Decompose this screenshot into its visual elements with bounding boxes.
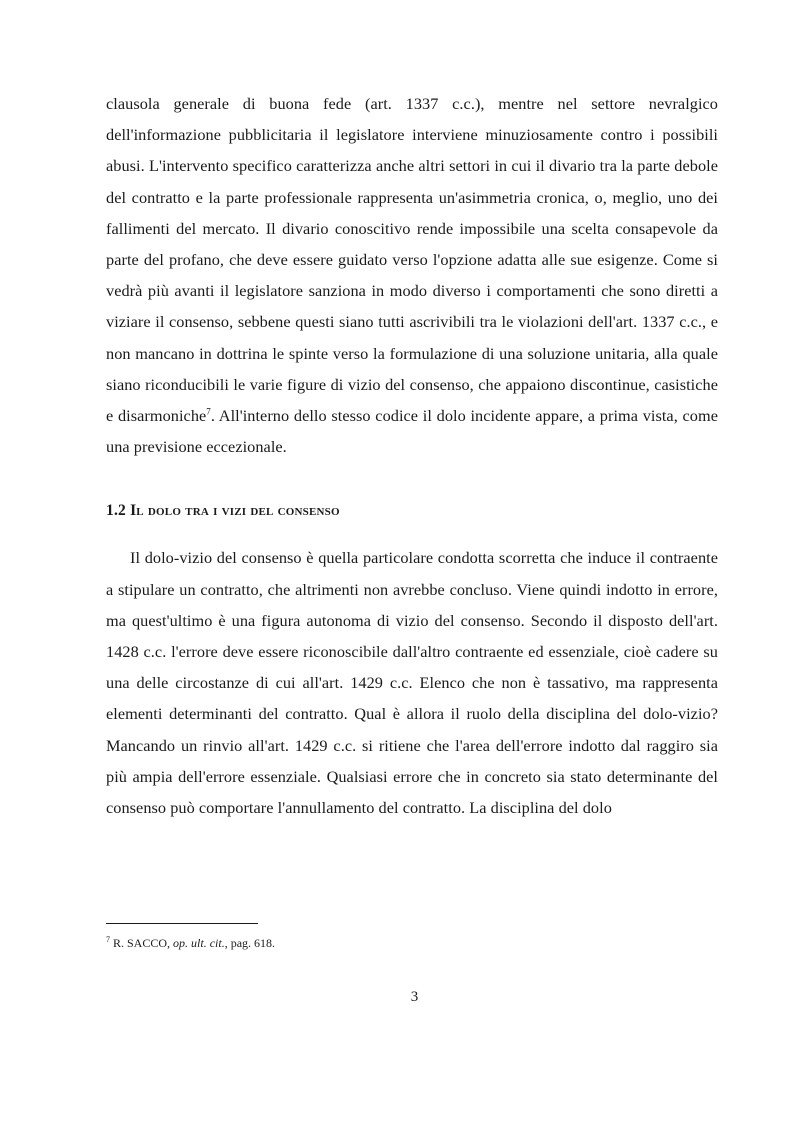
footnote-divider — [106, 923, 258, 924]
paragraph-2: Il dolo-vizio del consenso è quella particolare condotta scorretta che induce il contraente a stipulare un contratto, che altrimenti non avrebbe concluso. Viene quindi indotto in errore, ma quest'ultimo è una figura autonoma di vizio del consenso. Secondo il disposto dell'art. 1428 c.c. l'errore deve essere riconoscibile dall'altro contraente ed essenziale, cioè cadere su una delle circostanze di cui all'art. 1429 c.c. Elenco che non è tassativo, ma rappresenta elementi determinanti del contratto. Qual è allora il ruolo della disciplina del dolo-vizio? Mancando un rinvio all'art. 1429 c.c. si ritiene che l'area dell'errore indotto dal raggiro sia più ampia dell'errore essenziale. Qualsiasi errore che in concreto sia stato determinante del consenso può comportare l'annullamento del contratto. La disciplina del dolo — [106, 548, 718, 818]
section-number: 1.2 — [106, 502, 126, 520]
footnote — [106, 935, 275, 951]
footnote-number: 7 — [106, 935, 110, 944]
section-title: Il dolo tra i vizi del consenso — [130, 502, 340, 520]
paragraph-1-text-end: . All'interno dello stesso codice il dolo incidente appare, a prima vista, come una previsione eccezionale. — [106, 406, 718, 457]
paragraph-1-text: clausola generale di buona fede (art. 1337 c.c.), mentre nel settore nevralgico dell'informazione pubblicitaria il legislatore interviene minuziosamente contro i possibili abusi. L'intervento specifico caratterizza anche altri settori in cui il divario tra la parte debole del contratto e la parte professionale rappresenta un'asimmetria cronica, o, meglio, uno dei fallimenti del mercato. Il divario conoscitivo rende impossibile una scelta consapevole da parte del profano, che deve essere guidato verso l'opzione adatta alle sue esigenze. Come si vedrà più avanti il legislatore sanziona in modo diverso i comportamenti che sono diretti a viziare il consenso, sebbene questi siano tutti ascrivibili tra le violazioni dell'art. 1337 c.c., e non mancano in dottrina le spinte verso la formulazione di una soluzione unitaria, alla quale siano riconducibili le varie figure di vizio del consenso, che appaiono discontinue, casistiche e disarmoniche — [106, 94, 718, 426]
footnote-page: , pag. 618. — [224, 936, 276, 950]
footnote-author: R. SACCO, — [113, 936, 171, 950]
paragraph-1 — [106, 88, 718, 462]
document-body — [106, 88, 718, 823]
footnote-reference[interactable]: 7 — [206, 406, 211, 417]
section-heading — [106, 502, 718, 520]
footnote-citation: op. ult. cit. — [173, 936, 225, 950]
page-number: 3 — [410, 989, 419, 1005]
